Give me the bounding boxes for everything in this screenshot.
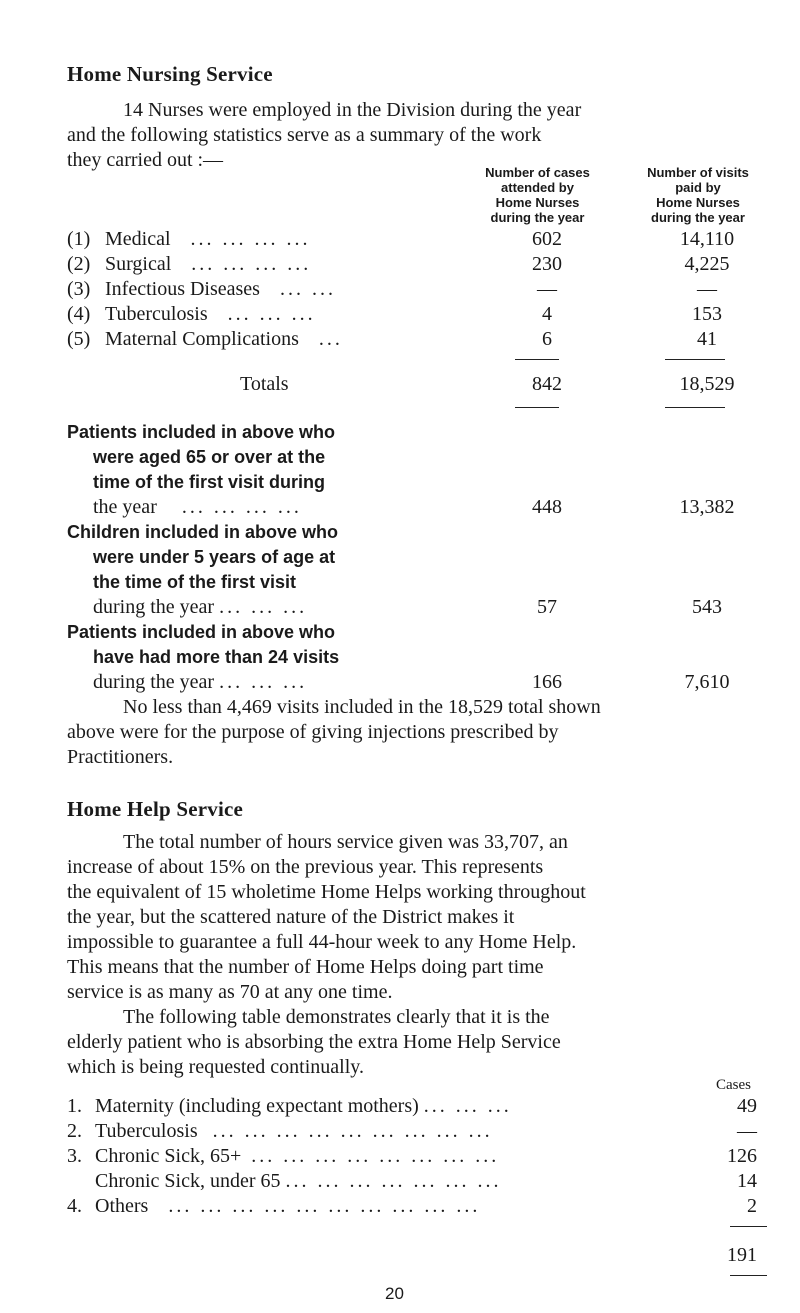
row-number: (1) bbox=[67, 228, 91, 250]
help-total-top-rule bbox=[730, 1226, 767, 1227]
table-row bbox=[67, 327, 787, 352]
row-visits: — bbox=[697, 278, 717, 300]
cases-header: Cases bbox=[716, 1077, 751, 1093]
injections-line-1: No less than 4,469 visits included in the 18,529 total shown bbox=[123, 696, 601, 718]
help-table bbox=[67, 1094, 767, 1219]
breakdown-last-line: during the year ... ... ... bbox=[93, 596, 308, 618]
table-row bbox=[67, 302, 787, 327]
injections-line-2: above were for the purpose of giving injections prescribed by bbox=[67, 721, 559, 743]
paragraph-line: service is as many as 70 at any one time. bbox=[67, 981, 393, 1003]
breakdown-last-line: during the year ... ... ... bbox=[93, 671, 308, 693]
breakdown-visits: 543 bbox=[692, 596, 722, 618]
item-number: 3. bbox=[67, 1145, 82, 1167]
nursing-title: Home Nursing Service bbox=[67, 62, 273, 86]
totals-top-rule-visits bbox=[665, 359, 725, 360]
row-cases: 4 bbox=[542, 303, 552, 325]
item-value: 126 bbox=[727, 1145, 757, 1167]
paragraph-line: This means that the number of Home Helps doing part time bbox=[67, 956, 544, 978]
item-label: Chronic Sick, under 65 ... ... ... ... ... ... ... bbox=[95, 1170, 502, 1192]
intro-line-2: and the following statistics serve as a summary of the work bbox=[67, 124, 542, 146]
totals-top-rule-cases bbox=[515, 359, 559, 360]
paragraph-line: impossible to guarantee a full 44-hour week to any Home Help. bbox=[67, 931, 577, 953]
table-row bbox=[67, 252, 787, 277]
cases-header-line: Home Nurses bbox=[495, 195, 580, 210]
item-value: — bbox=[737, 1120, 757, 1142]
row-cases: — bbox=[537, 278, 557, 300]
table-row bbox=[67, 277, 787, 302]
help-paragraph-2 bbox=[67, 1005, 767, 1080]
row-visits: 14,110 bbox=[679, 228, 735, 250]
item-number: 4. bbox=[67, 1195, 82, 1217]
breakdown-line: Patients included in above who bbox=[67, 622, 336, 642]
totals-visits: 18,529 bbox=[679, 373, 735, 395]
visits-header-line: Home Nurses bbox=[656, 195, 740, 210]
breakdown-cases: 448 bbox=[532, 496, 562, 518]
row-label: Tuberculosis ... ... ... bbox=[105, 303, 316, 325]
page-number: 20 bbox=[385, 1284, 404, 1303]
breakdown-line: Children included in above who bbox=[67, 522, 339, 542]
row-label: Surgical ... ... ... ... bbox=[105, 253, 312, 275]
row-cases: 6 bbox=[542, 328, 552, 350]
paragraph-line: the equivalent of 15 wholetime Home Helps working throughout bbox=[67, 881, 586, 903]
item-value: 2 bbox=[747, 1195, 757, 1217]
visits-column-header bbox=[623, 165, 773, 225]
row-label: Maternal Complications ... bbox=[105, 328, 343, 350]
row-number: (2) bbox=[67, 253, 91, 275]
paragraph-line: The following table demonstrates clearly that it is the bbox=[123, 1006, 550, 1028]
breakdown-line: have had more than 24 visits bbox=[93, 647, 340, 667]
nursing-table bbox=[67, 227, 787, 352]
item-number: 2. bbox=[67, 1120, 82, 1142]
cases-column-header bbox=[465, 165, 610, 225]
paragraph-line: elderly patient who is absorbing the extra Home Help Service bbox=[67, 1031, 561, 1053]
cases-header-line: during the year bbox=[490, 210, 585, 225]
paragraph-line: The total number of hours service given was 33,707, an bbox=[123, 831, 568, 853]
table-row bbox=[67, 227, 787, 252]
row-cases: 602 bbox=[532, 228, 562, 250]
breakdown-item bbox=[67, 420, 787, 520]
cases-header-line: attended by bbox=[501, 180, 574, 195]
item-value: 14 bbox=[737, 1170, 757, 1192]
row-label: Medical ... ... ... ... bbox=[105, 228, 311, 250]
breakdown-visits: 7,610 bbox=[684, 671, 730, 693]
breakdown-section bbox=[67, 420, 787, 695]
item-label: Others ... ... ... ... ... ... ... ... ... ... bbox=[95, 1195, 481, 1217]
table-row bbox=[67, 1144, 767, 1169]
breakdown-line: Patients included in above who bbox=[67, 422, 336, 442]
item-label: Maternity (including expectant mothers) ... ... ... bbox=[95, 1095, 512, 1117]
totals-cases: 842 bbox=[532, 373, 562, 395]
totals-label: Totals bbox=[240, 373, 289, 395]
totals-bottom-rule-visits bbox=[665, 407, 725, 408]
cases-header-line: Number of cases bbox=[485, 165, 590, 180]
row-number: (3) bbox=[67, 278, 91, 300]
visits-header-line: paid by bbox=[675, 180, 721, 195]
breakdown-line: time of the first visit during bbox=[93, 472, 326, 492]
row-number: (5) bbox=[67, 328, 91, 350]
breakdown-line: were aged 65 or over at the bbox=[93, 447, 326, 467]
intro-line-3: they carried out :— bbox=[67, 149, 224, 171]
breakdown-line: the time of the first visit bbox=[93, 572, 297, 592]
breakdown-cases: 166 bbox=[532, 671, 562, 693]
table-row bbox=[67, 1119, 767, 1144]
item-label: Chronic Sick, 65+ ... ... ... ... ... ... ... ... bbox=[95, 1145, 500, 1167]
row-number: (4) bbox=[67, 303, 91, 325]
row-visits: 153 bbox=[692, 303, 722, 325]
intro-line-1: 14 Nurses were employed in the Division during the year bbox=[123, 99, 582, 121]
breakdown-visits: 13,382 bbox=[679, 496, 735, 518]
visits-header-line: during the year bbox=[651, 210, 745, 225]
help-title: Home Help Service bbox=[67, 797, 244, 821]
breakdown-last-line: the year ... ... ... ... bbox=[93, 496, 302, 518]
help-paragraph-1 bbox=[67, 830, 767, 1005]
breakdown-cases: 57 bbox=[537, 596, 557, 618]
visits-header-line: Number of visits bbox=[647, 165, 749, 180]
row-label: Infectious Diseases ... ... bbox=[105, 278, 336, 300]
table-row bbox=[67, 1094, 767, 1119]
paragraph-line: increase of about 15% on the previous year. This represents bbox=[67, 856, 544, 878]
row-visits: 4,225 bbox=[684, 253, 730, 275]
breakdown-line: were under 5 years of age at bbox=[93, 547, 336, 567]
breakdown-item bbox=[67, 520, 787, 620]
totals-bottom-rule-cases bbox=[515, 407, 559, 408]
help-total-bottom-rule bbox=[730, 1275, 767, 1276]
row-cases: 230 bbox=[532, 253, 562, 275]
paragraph-line: which is being requested continually. bbox=[67, 1056, 364, 1078]
paragraph-line: the year, but the scattered nature of the District makes it bbox=[67, 906, 515, 928]
row-visits: 41 bbox=[697, 328, 717, 350]
help-total: 191 bbox=[727, 1244, 757, 1266]
item-value: 49 bbox=[737, 1095, 757, 1117]
breakdown-item bbox=[67, 620, 787, 695]
item-number: 1. bbox=[67, 1095, 82, 1117]
item-label: Tuberculosis ... ... ... ... ... ... ... ... ... bbox=[95, 1120, 493, 1142]
table-row bbox=[67, 1194, 767, 1219]
injections-line-3: Practitioners. bbox=[67, 746, 174, 768]
table-row bbox=[67, 1169, 767, 1194]
